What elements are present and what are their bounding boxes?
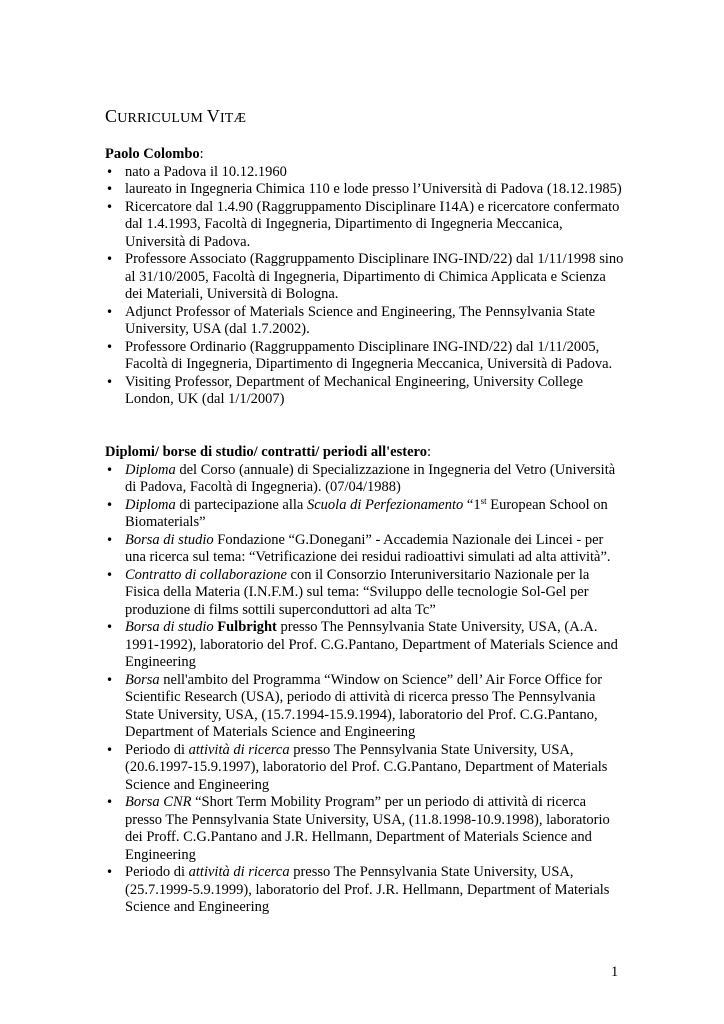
- person-heading: [105, 146, 625, 164]
- diplomi-colon: :: [426, 444, 431, 460]
- diplomi-heading-text: Diplomi/ borse di studio/ contratti/ periodi all'estero: [105, 444, 427, 460]
- person-name: Paolo Colombo: [105, 146, 200, 162]
- diplomi-list: [105, 462, 625, 917]
- item-text: presso The Pennsylvania State University, USA, (20.6.1997-15.9.1997), laboratorio del Prof. C.G.Pantano, Department of Materials Science and Engineering: [125, 741, 608, 793]
- item-emphasis: Borsa CNR: [125, 794, 192, 810]
- page-number: 1: [611, 964, 619, 980]
- title-cap-1: C: [105, 106, 118, 126]
- diplomi-heading: [105, 444, 625, 462]
- item-emphasis: attività di ricerca: [188, 741, 290, 758]
- title-smallcaps-1: URRICULUM: [117, 111, 207, 126]
- item-bold: Fulbright: [217, 619, 277, 635]
- list-item: • Adjunct Professor of Materials Science and Engineering, The Pennsylvania State University, USA (dal 1.7.2002).: [105, 304, 625, 339]
- person-colon: :: [199, 146, 204, 162]
- item-text: Periodo di: [125, 864, 189, 880]
- list-item: [105, 619, 625, 672]
- list-item: • Visiting Professor, Department of Mechanical Engineering, University College London, UK (dal 1/1/2007): [105, 374, 625, 409]
- item-text: “1: [463, 496, 481, 513]
- item-emphasis: Borsa di studio: [125, 619, 214, 635]
- title-smallcaps-2: ITÆ: [219, 111, 247, 126]
- item-text: Fondazione “G.Donegani” - Accademia Nazionale dei Lincei - per una ricerca sul tema: “Vetrificazione dei residui radioattivi simulati ad alta attività”.: [125, 531, 611, 565]
- item-text: di partecipazione alla: [175, 496, 307, 513]
- list-item: [105, 794, 625, 864]
- item-text: “Short Term Mobility Program” per un periodo di attività di ricerca presso The Pennsylvania State University, USA, (11.8.1998-10.9.1998), laboratorio dei Proff. C.G.Pantano and J.R. Hellmann, Department of Materials Science and Engineering: [125, 794, 610, 863]
- list-item: [105, 864, 625, 917]
- item-emphasis: Borsa di studio: [125, 531, 214, 548]
- list-item: • laureato in Ingegneria Chimica 110 e lode presso l’Università di Padova (18.12.1985): [105, 181, 625, 199]
- ordinal-superscript: st: [480, 495, 487, 506]
- list-item: [105, 497, 625, 532]
- item-text: nell'ambito del Programma “Window on Science” dell’ Air Force Office for Scientific Research (USA), periodo di attività di ricerca presso The Pennsylvania State University, USA, (15.7.1994-15.9.1994), laboratorio del Prof. C.G.Pantano, Department of Materials Science and Engineering: [125, 671, 603, 740]
- item-text: Periodo di: [125, 741, 189, 758]
- item-text: con il Consorzio Interuniversitario Nazionale per la Fisica della Materia (I.N.F.M.) sul tema: “Sviluppo delle tecnologie Sol-Gel per produzione di films sottili superconduttori ad alta Tc”: [125, 566, 590, 618]
- item-emphasis: attività di ricerca: [188, 864, 290, 880]
- list-item: • Professore Associato (Raggruppamento Disciplinare ING-IND/22) dal 1/11/1998 sino al 31/10/2005, Facoltà di Ingegneria, Dipartimento di Chimica Applicata e Scienza dei Materiali, Università di Bologna.: [105, 251, 625, 304]
- bio-list: [105, 164, 625, 409]
- item-emphasis: Scuola di Perfezionamento: [307, 496, 464, 513]
- item-emphasis: Diploma: [125, 496, 176, 513]
- item-text: presso The Pennsylvania State University, USA, (A.A. 1991-1992), laboratorio del Prof. C.G.Pantano, Department of Materials Science and Engineering: [125, 619, 618, 670]
- item-emphasis: Diploma: [125, 461, 176, 478]
- item-emphasis: Borsa: [125, 671, 160, 688]
- bio-section: [105, 146, 625, 409]
- item-emphasis: Contratto di collaborazione: [125, 566, 287, 583]
- list-item: [105, 672, 625, 742]
- list-item: [105, 742, 625, 795]
- title-cap-2: V: [206, 106, 220, 126]
- item-text: del Corso (annuale) di Specializzazione in Ingegneria del Vetro (Università di Padova, Facoltà di Ingegneria). (07/04/1988): [125, 461, 616, 495]
- page-title: [105, 106, 246, 127]
- item-text: presso The Pennsylvania State University, USA, (25.7.1999-5.9.1999), laboratorio del Prof. J.R. Hellmann, Department of Materials Science and Engineering: [125, 864, 610, 915]
- list-item: [105, 462, 625, 497]
- item-text: European School on Biomaterials”: [125, 496, 608, 530]
- list-item: [105, 532, 625, 567]
- diplomi-section: [105, 444, 625, 917]
- list-item: • Professore Ordinario (Raggruppamento Disciplinare ING-IND/22) dal 1/11/2005, Facoltà di Ingegneria, Dipartimento di Ingegneria Meccanica, Università di Padova.: [105, 339, 625, 374]
- list-item: [105, 567, 625, 620]
- list-item: • nato a Padova il 10.12.1960: [105, 164, 625, 182]
- list-item: • Ricercatore dal 1.4.90 (Raggruppamento Disciplinare I14A) e ricercatore confermato dal 1.4.1993, Facoltà di Ingegneria, Dipartimento di Ingegneria Meccanica, Università di Padova.: [105, 199, 625, 252]
